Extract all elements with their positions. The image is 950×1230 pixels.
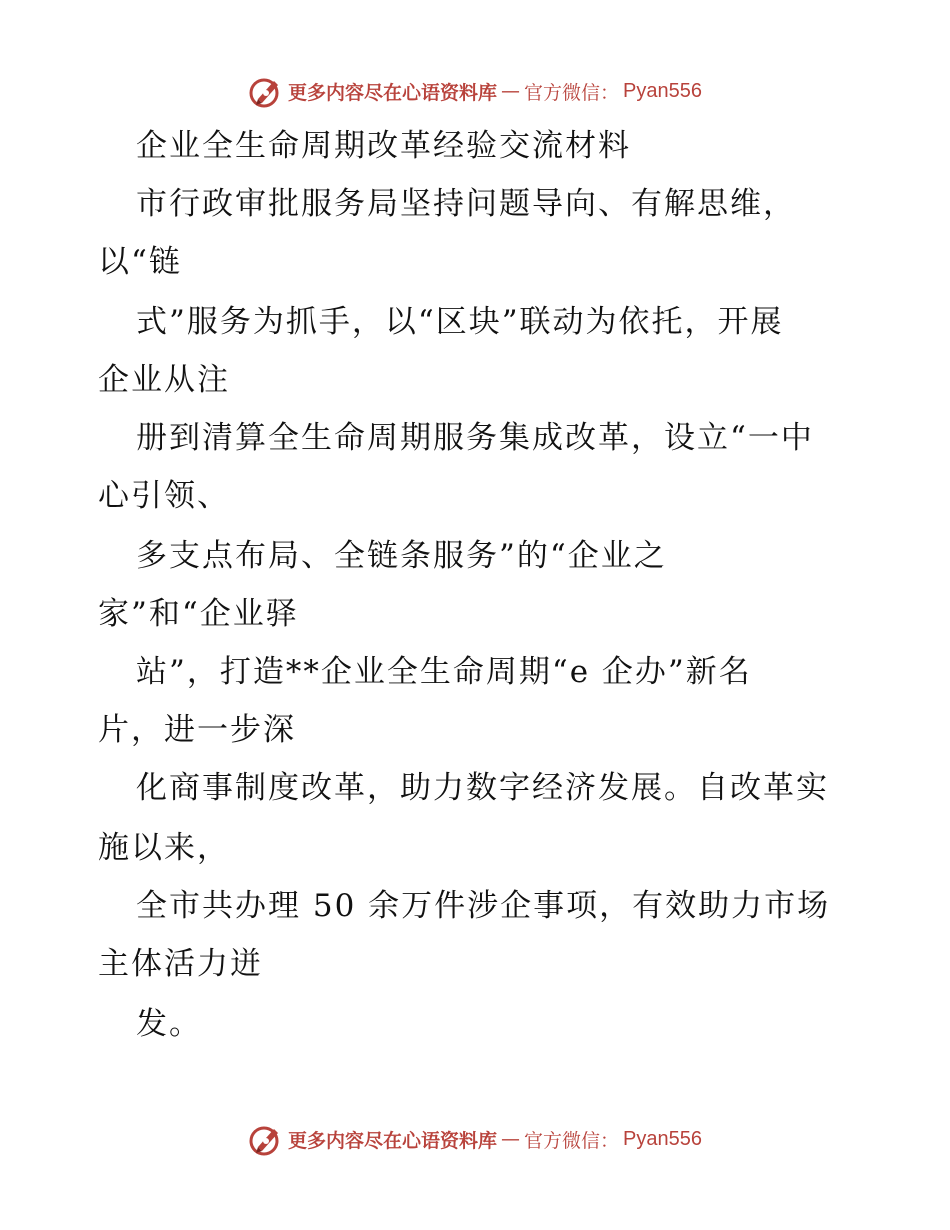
banner-contact-label: 官方微信： — [524, 1129, 620, 1152]
paragraph-line: 多支点布局、全链条服务”的“企业之 — [136, 538, 667, 574]
paragraph-line: 家”和“企业驿 — [98, 596, 299, 632]
banner-contact-id: Pyan556 — [623, 79, 702, 102]
banner-slogan: 更多内容尽在心语资料库 — [288, 1129, 498, 1152]
banner-separator: — — [501, 1128, 521, 1150]
paragraph-line: 化商事制度改革，助力数字经济发展。自改革实 — [136, 770, 829, 806]
footer-banner — [0, 1119, 950, 1159]
paragraph-line: 企业从注 — [98, 362, 230, 398]
banner-contact-id: Pyan556 — [623, 1127, 702, 1150]
paragraph-line: 市行政审批服务局坚持问题导向、有解思维， — [136, 186, 796, 222]
pen-logo-icon — [248, 73, 284, 109]
banner-slogan: 更多内容尽在心语资料库 — [288, 81, 498, 104]
paragraph-line: 心引领、 — [98, 478, 230, 514]
banner-contact-label: 官方微信： — [524, 81, 620, 104]
header-banner-content — [248, 73, 702, 109]
paragraph-line: 全市共办理 50 余万件涉企事项，有效助力市场 — [136, 888, 831, 924]
paragraph-line: 片，进一步深 — [98, 712, 296, 748]
footer-banner-content — [248, 1121, 702, 1157]
paragraph-line: 主体活力迸 — [98, 946, 263, 982]
paragraph-line: 册到清算全生命周期服务集成改革，设立“一中 — [136, 420, 814, 456]
paragraph-line: 式”服务为抓手，以“区块”联动为依托，开展 — [136, 304, 784, 340]
banner-separator: — — [501, 80, 521, 102]
paragraph-line: 站”，打造**企业全生命周期“e 企办”新名 — [136, 654, 752, 690]
paragraph-line: 以“链 — [98, 244, 182, 280]
document-title: 企业全生命周期改革经验交流材料 — [136, 128, 631, 164]
paragraph-line: 施以来， — [98, 830, 230, 866]
header-banner — [0, 71, 950, 111]
paragraph-line: 发。 — [136, 1006, 202, 1042]
pen-logo-icon — [248, 1121, 284, 1157]
